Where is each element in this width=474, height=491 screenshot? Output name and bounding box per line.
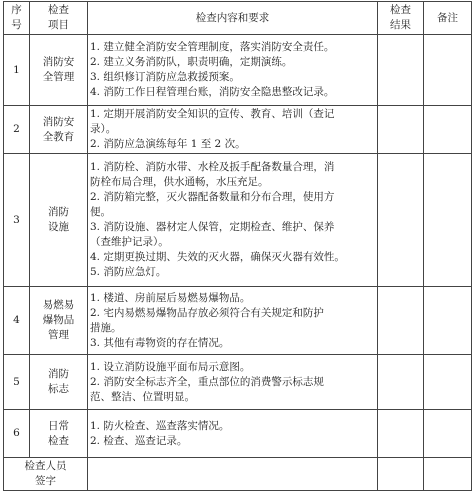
inspector-label: 检查人员 签字 xyxy=(4,458,88,491)
requirement-line: 1. 防火检查、巡查落实情况。 xyxy=(90,419,230,432)
header-seq: 序 号 xyxy=(4,2,30,35)
item-name-line: 检查 xyxy=(48,434,69,447)
fire-safety-inspection-table xyxy=(3,1,472,491)
row-item-name xyxy=(30,154,88,287)
row-number: 1 xyxy=(4,35,30,106)
inspector-signature-row xyxy=(4,458,472,491)
requirement-line: 2. 消防安全标志齐全，重点部位的消费警示标志规 xyxy=(90,375,324,388)
item-name-line: 易燃易 xyxy=(42,299,75,311)
requirement-line: 录）。 xyxy=(90,123,117,135)
header-result: 检查 结果 xyxy=(378,2,424,35)
remark-cell[interactable] xyxy=(424,410,472,458)
result-cell[interactable] xyxy=(378,106,424,154)
requirement-line: 1. 定期开展消防安全知识的宣传、教育、培训（查记 xyxy=(90,108,335,120)
requirement-line: 3. 消防设施、器材定人保管，定期检查、维护、保养 xyxy=(90,221,335,233)
row-number: 4 xyxy=(4,287,30,355)
inspector-signature-cell[interactable] xyxy=(424,458,472,491)
item-name-line: 日常 xyxy=(48,419,69,432)
requirement-line: 1. 楼道、房前屋后易燃易爆物品。 xyxy=(90,291,251,304)
result-cell[interactable] xyxy=(378,355,424,410)
row-requirements xyxy=(88,410,378,458)
requirement-line: 1. 消防栓、消防水带、水栓及扳手配备数量合理，消 xyxy=(90,161,335,173)
row-requirements xyxy=(88,106,378,154)
row-requirements xyxy=(88,35,378,106)
table-row xyxy=(4,35,472,106)
item-name-line: 消防安 xyxy=(42,115,75,128)
remark-cell[interactable] xyxy=(424,154,472,287)
result-cell[interactable] xyxy=(378,410,424,458)
item-name-line: 设施 xyxy=(48,221,69,233)
result-cell[interactable] xyxy=(378,35,424,106)
inspection-rows xyxy=(4,35,472,458)
item-name-line: 消防 xyxy=(48,206,69,218)
requirement-line: 2. 建立义务消防队，职责明确，定期演练。 xyxy=(90,56,293,68)
table-row xyxy=(4,154,472,287)
result-cell[interactable] xyxy=(378,154,424,287)
row-item-name xyxy=(30,410,88,458)
requirement-line: 1. 建立健全消防安全管理制度，落实消防安全责任。 xyxy=(90,41,335,53)
row-requirements xyxy=(88,355,378,410)
header-content: 检查内容和要求 xyxy=(88,2,378,35)
remark-cell[interactable] xyxy=(424,287,472,355)
header-item: 检查 项目 xyxy=(30,2,88,35)
requirement-line: 4. 消防工作日程管理台账，消防安全隐患整改记录。 xyxy=(90,86,335,98)
row-item-name xyxy=(30,287,88,355)
requirement-line: 2. 消防应急演练每年 1 至 2 次。 xyxy=(90,138,246,150)
table-row xyxy=(4,410,472,458)
item-name-line: 消防 xyxy=(48,368,69,380)
item-name-line: 爆物品 xyxy=(42,314,75,326)
requirement-line: 3. 其他有毒物资的存在情况。 xyxy=(90,336,230,349)
requirement-line: 2. 检查、巡查记录。 xyxy=(90,434,188,447)
row-item-name xyxy=(30,35,88,106)
item-name-line: 管理 xyxy=(48,329,69,341)
row-requirements xyxy=(88,287,378,355)
row-number: 2 xyxy=(4,106,30,154)
header-remark: 备注 xyxy=(424,2,472,35)
item-name-line: 全教育 xyxy=(42,130,75,143)
requirement-line: 2. 宅内易燃易爆物品存放必须符合有关规定和防护 xyxy=(90,306,324,319)
row-requirements xyxy=(88,154,378,287)
row-number: 5 xyxy=(4,355,30,410)
remark-cell[interactable] xyxy=(424,35,472,106)
inspector-signature-cell[interactable] xyxy=(88,458,378,491)
row-number: 6 xyxy=(4,410,30,458)
item-name-line: 消防安 xyxy=(42,56,75,68)
requirement-line: 2. 消防箱完整，灭火器配备数量和分布合理，使用方 xyxy=(90,191,335,203)
remark-cell[interactable] xyxy=(424,106,472,154)
table-row xyxy=(4,106,472,154)
table-row xyxy=(4,287,472,355)
requirement-line: （查维护记录）。 xyxy=(90,236,169,248)
remark-cell[interactable] xyxy=(424,355,472,410)
requirement-line: 4. 定期更换过期、失效的灭火器，确保灭火器有效性。 xyxy=(90,251,345,263)
requirement-line: 5. 消防应急灯。 xyxy=(90,266,167,278)
requirement-line: 3. 组织修订消防应急救援预案。 xyxy=(90,71,240,83)
item-name-line: 标志 xyxy=(48,383,69,395)
inspector-signature-cell[interactable] xyxy=(378,458,424,491)
requirement-line: 防栓布局合理，供水通畅，水压充足。 xyxy=(90,176,269,188)
requirement-line: 1. 设立消防设施平面布局示意图。 xyxy=(90,360,251,373)
requirement-line: 范、整洁、位置明显。 xyxy=(90,390,195,403)
row-item-name xyxy=(30,355,88,410)
requirement-line: 便。 xyxy=(90,206,111,218)
row-item-name xyxy=(30,106,88,154)
row-number: 3 xyxy=(4,154,30,287)
result-cell[interactable] xyxy=(378,287,424,355)
requirement-line: 措施。 xyxy=(90,321,122,334)
item-name-line: 全管理 xyxy=(42,71,75,83)
table-row xyxy=(4,355,472,410)
header-row xyxy=(4,2,472,35)
